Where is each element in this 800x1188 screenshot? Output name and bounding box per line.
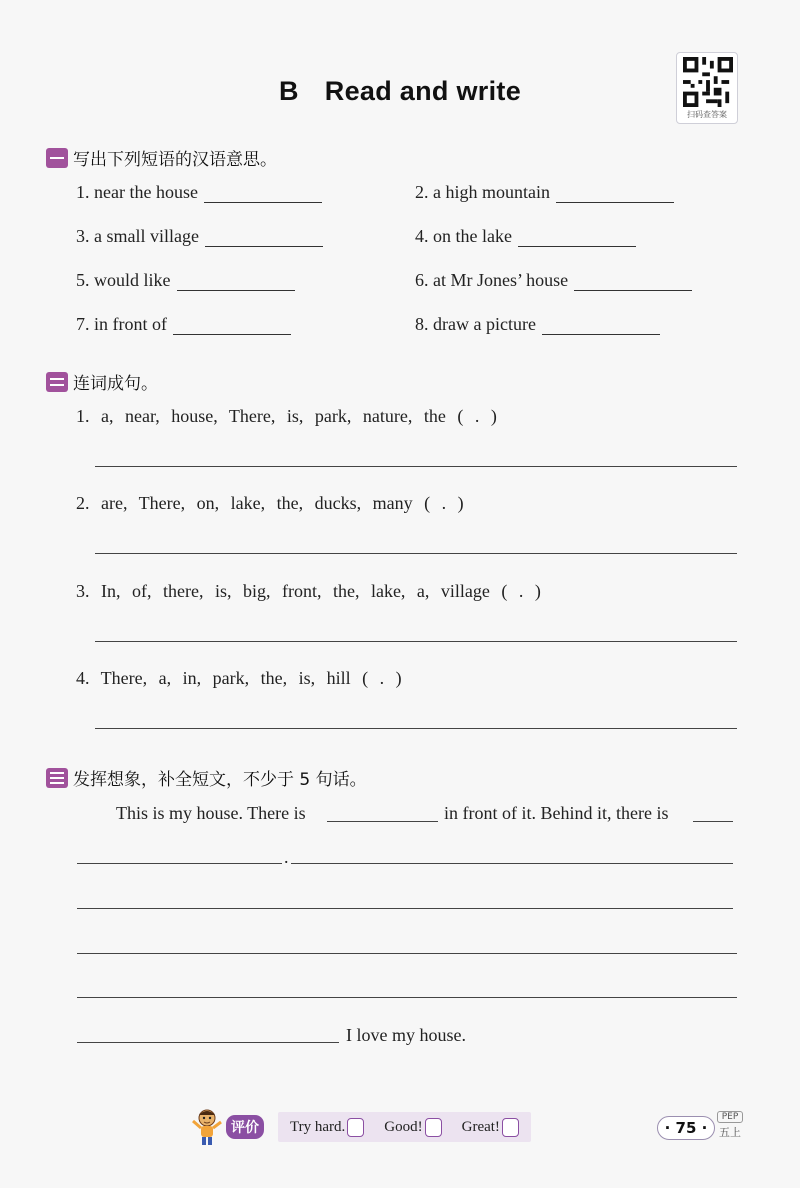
edition-label: PEP	[717, 1111, 743, 1123]
evaluation-label: 评价	[226, 1115, 264, 1139]
phrase-item-2: 2. a high mountain	[415, 182, 674, 203]
answer-blank[interactable]	[327, 821, 438, 822]
section-1-number-badge	[46, 148, 68, 168]
answer-blank[interactable]	[77, 863, 282, 864]
answer-line[interactable]	[95, 641, 737, 642]
paragraph-continue: in front of it. Behind it, there is	[444, 803, 669, 823]
answer-blank[interactable]	[693, 821, 733, 822]
answer-blank[interactable]	[205, 233, 323, 247]
title-letter: B	[278, 76, 299, 106]
grade-label: 五上	[719, 1126, 741, 1139]
answer-line[interactable]	[77, 908, 733, 909]
section-3-instruction: 发挥想象，补全短文，不少于 5 句话。	[73, 770, 367, 790]
checkbox[interactable]	[502, 1118, 519, 1137]
section-3-number-badge	[46, 768, 68, 788]
scramble-question-4: 4. There, a, in, park, the, is, hill ( . )	[76, 668, 402, 688]
answer-line[interactable]	[77, 997, 737, 998]
phrase-item-5: 5. would like	[76, 270, 295, 291]
answer-blank[interactable]	[574, 277, 692, 291]
page-number: · 75 ·	[657, 1116, 715, 1140]
mascot-icon	[190, 1107, 224, 1147]
section-1-heading	[46, 145, 277, 170]
answer-line[interactable]	[95, 728, 737, 729]
scramble-question-2: 2. are, There, on, lake, the, ducks, many ( . )	[76, 493, 464, 513]
section-3-heading	[46, 765, 367, 790]
checkbox[interactable]	[425, 1118, 442, 1137]
checkbox[interactable]	[347, 1118, 364, 1137]
section-2-instruction: 连词成句。	[73, 374, 158, 394]
option-good[interactable]: Good!	[384, 1118, 441, 1137]
section-2-heading	[46, 369, 158, 394]
option-great[interactable]: Great!	[462, 1118, 519, 1137]
phrase-item-8: 8. draw a picture	[415, 314, 660, 335]
qr-code-icon	[682, 57, 734, 107]
answer-blank[interactable]	[173, 321, 291, 335]
phrase-item-4: 4. on the lake	[415, 226, 636, 247]
title-text: Read and write	[324, 76, 522, 106]
answer-blank[interactable]	[518, 233, 636, 247]
phrase-item-7: 7. in front of	[76, 314, 291, 335]
scramble-question-1: 1. a, near, house, There, is, park, nature, the ( . )	[76, 406, 497, 426]
scramble-question-3: 3. In, of, there, is, big, front, the, lake, a, village ( . )	[76, 581, 541, 601]
phrase-item-1: 1. near the house	[76, 182, 322, 203]
phrase-item-6: 6. at Mr Jones’ house	[415, 270, 692, 291]
self-evaluation-bar	[190, 1107, 531, 1147]
answer-blank[interactable]	[204, 189, 322, 203]
answer-line[interactable]	[95, 466, 737, 467]
evaluation-options	[278, 1112, 531, 1142]
answer-blank[interactable]	[556, 189, 674, 203]
qr-label: 扫码查答案	[687, 110, 727, 119]
edition-mark	[717, 1111, 743, 1140]
section-1-instruction: 写出下列短语的汉语意思。	[73, 150, 277, 170]
answer-blank[interactable]	[77, 1042, 339, 1043]
phrase-item-3: 3. a small village	[76, 226, 323, 247]
qr-code[interactable]	[676, 52, 738, 124]
paragraph-closing: I love my house.	[346, 1025, 466, 1045]
option-try-hard[interactable]: Try hard.	[290, 1118, 364, 1137]
answer-line[interactable]	[291, 863, 733, 864]
answer-blank[interactable]	[542, 321, 660, 335]
paragraph-start: This is my house. There is	[116, 803, 306, 823]
answer-line[interactable]	[95, 553, 737, 554]
sentence-period: .	[284, 847, 289, 867]
answer-blank[interactable]	[177, 277, 295, 291]
section-2-number-badge	[46, 372, 68, 392]
answer-line[interactable]	[77, 953, 737, 954]
